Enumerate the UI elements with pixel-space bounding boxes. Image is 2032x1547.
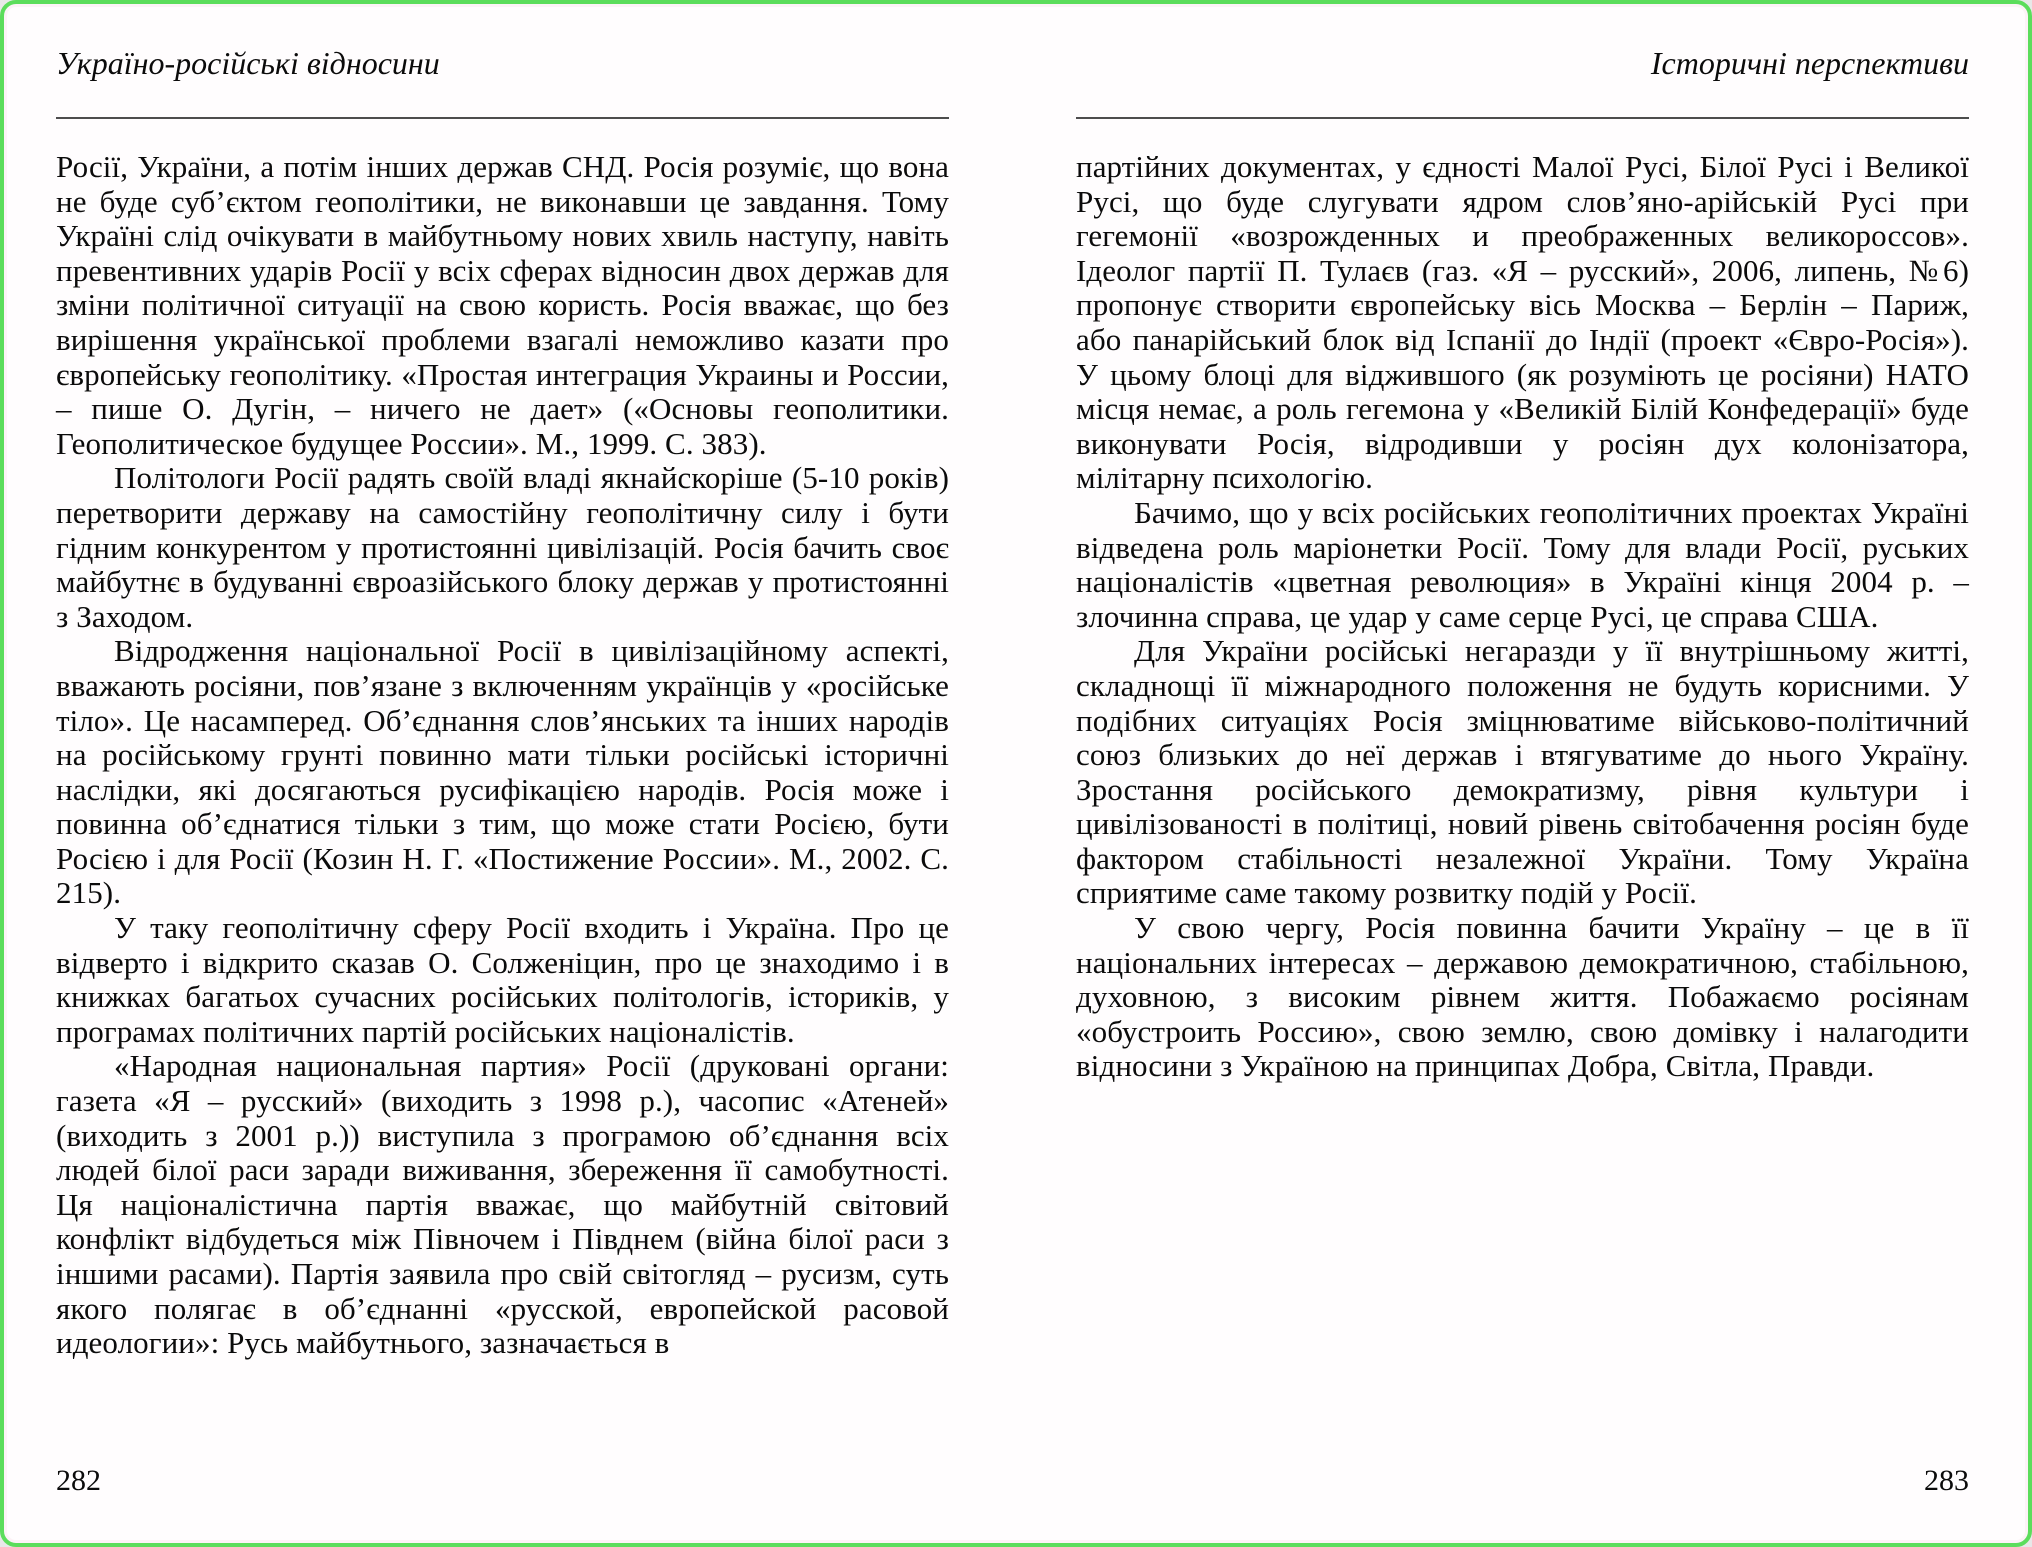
paragraph: Росії, України, а потім інших держав СНД. Росія розуміє, що вона не буде суб’єктом геополітики, не виконавши це завдання. Тому Україні слід очікувати в майбутньому нових хвиль наступу, навіть превентивних ударів Росії у всіх сферах відносин двох держав для зміни політичної ситуації на свою користь. Росія вважає, що без вирішення української проблеми взагалі неможливо казати про європейську геополітику. «Простая интеграция Украины и России, – пише О. Дугін, – ничего не дает» («Основы геополитики. Геополитическое будущее России». М., 1999. С. 383). xyxy=(56,149,949,461)
paragraph: Відродження національної Росії в цивілізаційному аспекті, вважають росіяни, пов’язане з включенням українців у «російське тіло». Це насамперед. Об’єднання слов’янських та інших народів на російському грунті повинно мати тільки російські історичні наслідки, які досягаються русифікацією народів. Росія може і повинна об’єднатися тільки з тим, що може стати Росією, бути Росією і для Росії (Козин Н. Г. «Постижение России». М., 2002. С. 215). xyxy=(56,633,949,911)
page-right xyxy=(1076,4,1969,1543)
header-rule-left xyxy=(56,117,949,119)
page-right-body xyxy=(1076,150,1969,1084)
page-number-left: 282 xyxy=(56,1464,101,1497)
running-head-right: Історичні перспективи xyxy=(1650,45,1969,81)
running-head-left: Україно-російські відносини xyxy=(56,45,440,81)
paragraph: партійних документах, у єдності Малої Русі, Білої Русі і Великої Русі, що буде слугувати ядром слов’яно-арійській Русі при гегемонії «возрожденных и преображенных великороссов». Ідеолог партії П. Тулаєв (газ. «Я – русский», 2006, липень, №6) пропонує створити європейську вісь Москва – Берлін – Париж, або панарійський блок від Іспанії до Індії (проект «Євро-Росія»). У цьому блоці для віджившого (як розуміють це росіяни) НАТО місця немає, а роль гегемона у «Великій Білій Конфедерації» буде виконувати Росія, відродивши у росіян дух колонізатора, мілітарну психологію. xyxy=(1076,149,1969,496)
paragraph: Для України російські негаразди у її внутрішньому житті, складнощі її міжнародного положення не будуть корисними. У подібних ситуаціях Росія зміцнюватиме військово-політичний союз близьких до неї держав і втягуватиме до нього Україну. Зростання російського демократизму, рівня культури і цивілізованості в політиці, новий рівень світобачення росіян буде фактором стабільності незалежної України. Тому Україна сприятиме саме такому розвитку подій у Росії. xyxy=(1076,633,1969,911)
paragraph: Бачимо, що у всіх російських геополітичних проектах Україні відведена роль маріонетки Росії. Тому для влади Росії, руських націоналістів «цветная революция» в Україні кінця 2004 р. – злочинна справа, це удар у саме серце Русі, це справа США. xyxy=(1076,494,1969,634)
page-number-right: 283 xyxy=(1924,1464,1969,1497)
header-rule-right xyxy=(1076,117,1969,119)
paragraph: У таку геополітичну сферу Росії входить і Україна. Про це відверто і відкрито сказав О. Солженіцин, про це знаходимо і в книжках багатьох сучасних російських політологів, істориків, у програмах політичних партій російських націоналістів. xyxy=(56,910,949,1049)
paragraph: Політологи Росії радять своїй владі якнайскоріше (5-10 років) перетворити державу на самостійну геополітичну силу і бути гідним конкурентом у протистоянні цивілізацій. Росія бачить своє майбутнє в будуванні євроазійського блоку держав у протистоянні з Заходом. xyxy=(56,460,949,634)
paragraph: «Народная национальная партия» Росії (друковані органи: газета «Я – русский» (виходить з 1998 р.), часопис «Атеней» (виходить з 2001 р.)) виступила з програмою об’єднання всіх людей білої раси заради виживання, збереження її самобутності. Ця націоналістична партія вважає, що майбутній світовий конфлікт відбудеться між Півночем і Півднем (війна білої раси з іншими расами). Партія заявила про свій світогляд – русизм, суть якого полягає в об’єднанні «русской, европейской расовой идеологии»: Русь майбутнього, зазначається в xyxy=(56,1048,949,1361)
paragraph: У свою чергу, Росія повинна бачити Україну – це в її національних інтересах – державою демократичною, стабільною, духовною, з високим рівнем життя. Побажаємо росіянам «обустроить Россию», свою землю, свою домівку і налагодити відносини з Україною на принципах Добра, Світла, Правди. xyxy=(1076,910,1969,1084)
page-left-body xyxy=(56,150,949,1361)
page-left xyxy=(56,4,949,1543)
